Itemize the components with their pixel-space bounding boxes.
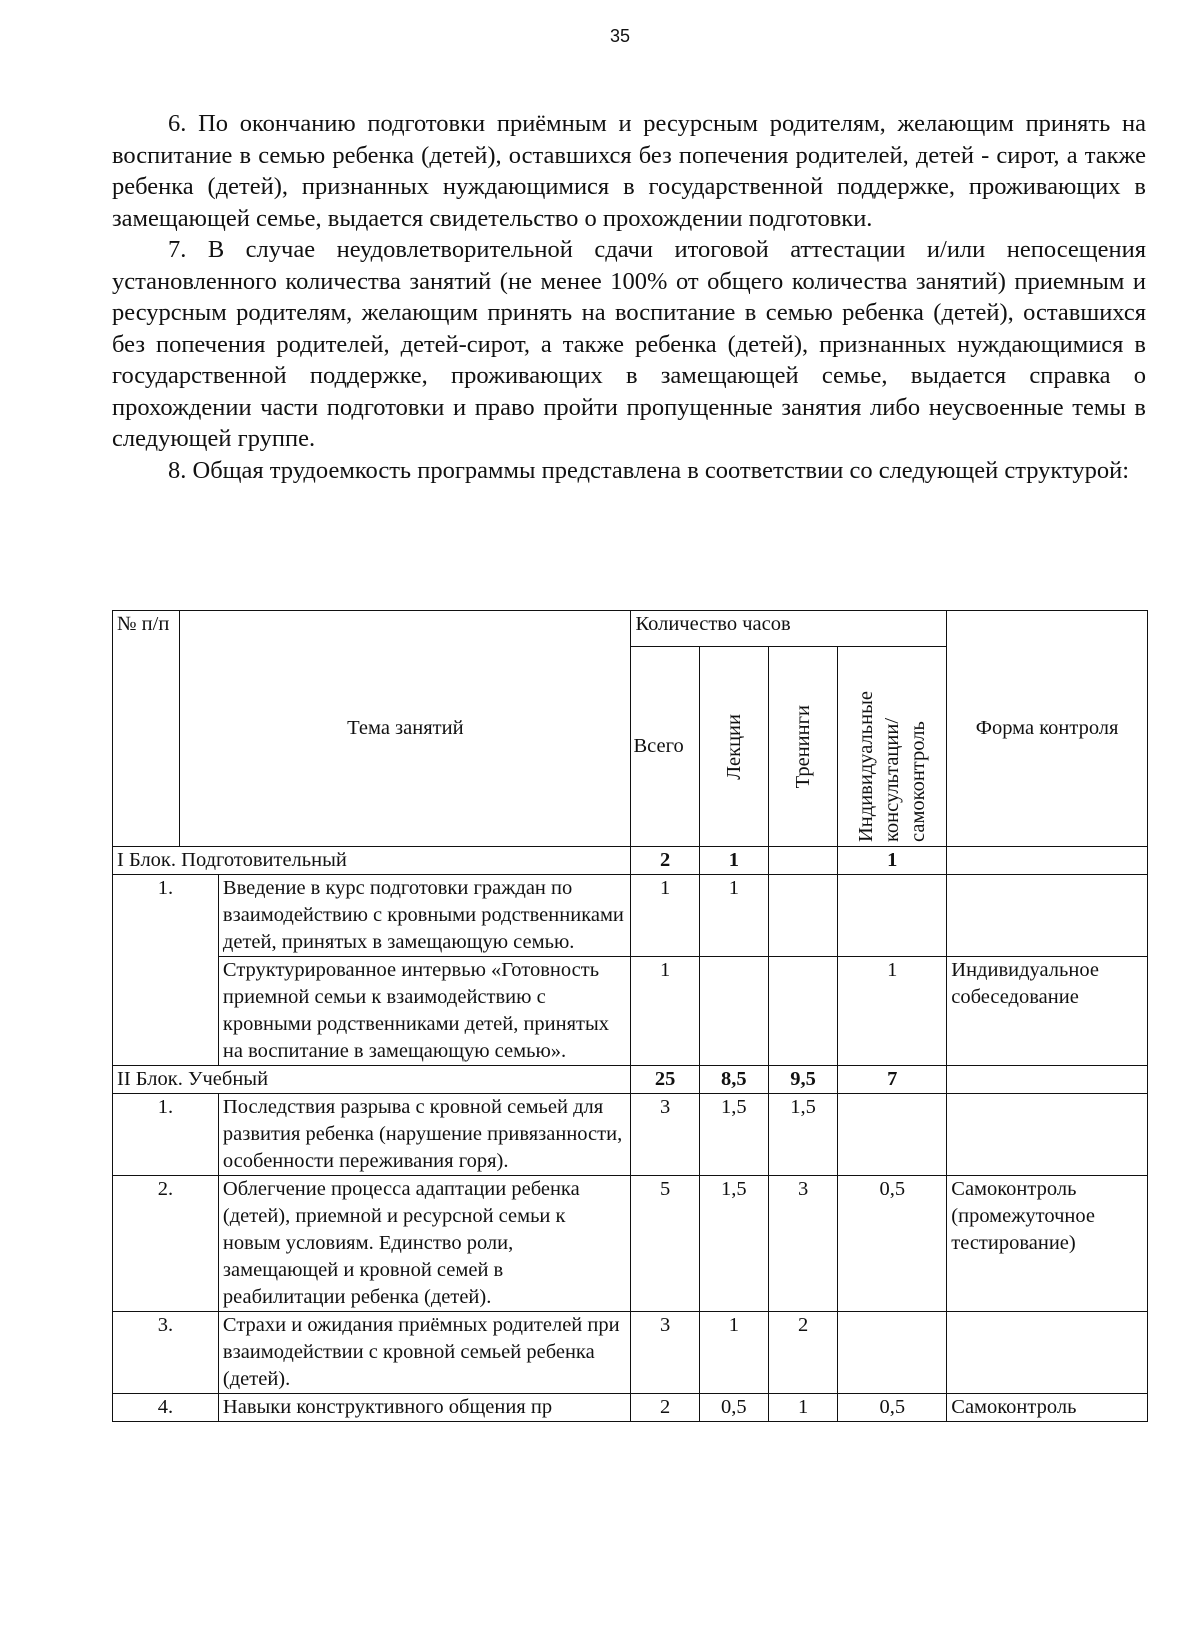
row-num: 1. — [113, 1094, 219, 1176]
paragraph-8: 8. Общая трудоемкость программы представлена в соответствии со следующей структурой: — [168, 456, 1130, 484]
row-individual — [838, 1094, 947, 1176]
row-trainings: 1 — [768, 1394, 837, 1422]
paragraph-6: 6. По окончанию подготовки приёмным и ресурсным родителям, желающим принять на воспитание в семью ребенка (детей), оставшихся без попечения родителей, детей - сирот, а также ребенка (детей), признанных нуждающимися в государственной поддержке, проживающих в замещающей семье, выдается свидетельство о прохождении подготовки. — [112, 110, 1146, 232]
block-individual: 7 — [838, 1066, 947, 1094]
row-topic: Последствия разрыва с кровной семьей для развития ребенка (нарушение привязанности, особенности переживания горя). — [218, 1094, 631, 1176]
row-total: 1 — [631, 957, 699, 1066]
row-topic: Страхи и ожидания приёмных родителей при взаимодействии с кровной семьей ребенка (детей). — [218, 1312, 631, 1394]
row-individual — [838, 1312, 947, 1394]
row-total: 3 — [631, 1094, 699, 1176]
table-row — [113, 1176, 1148, 1312]
row-topic: Облегчение процесса адаптации ребенка (детей), приемной и ресурсной семьи к новым условиям. Единство роли, замещающей и кровной семей в реабилитации ребенка (детей). — [218, 1176, 631, 1312]
row-individual: 0,5 — [838, 1176, 947, 1312]
header-control: Форма контроля — [947, 611, 1148, 847]
row-control — [947, 1312, 1148, 1394]
row-num: 4. — [113, 1394, 219, 1422]
row-trainings: 3 — [768, 1176, 837, 1312]
row-individual: 0,5 — [838, 1394, 947, 1422]
block-total: 25 — [631, 1066, 699, 1094]
table-row — [113, 875, 1148, 957]
header-hours: Количество часов — [631, 611, 947, 647]
row-individual — [838, 875, 947, 957]
header-total: Всего — [631, 647, 699, 847]
header-individual: Индивидуальные консультации/ самоконтроль — [855, 690, 930, 842]
row-total: 5 — [631, 1176, 699, 1312]
block-control — [947, 1066, 1148, 1094]
row-control — [947, 875, 1148, 957]
row-lectures: 1 — [699, 875, 768, 957]
page-number: 35 — [609, 26, 631, 46]
header-num: № п/п — [113, 611, 180, 847]
block-title: I Блок. Подготовительный — [113, 847, 631, 875]
row-control — [947, 1094, 1148, 1176]
row-lectures: 1 — [699, 1312, 768, 1394]
paragraph-7: 7. В случае неудовлетворительной сдачи итоговой аттестации и/или непосещения установленного количества занятий (не менее 100% от общего количества занятий) приемным и ресурсным родителям, желающим принять на воспитание в семью ребенка (детей), оставшихся без попечения родителей, детей-сирот, а также ребенка (детей), признанных нуждающимися в государственной поддержке, проживающих в замещающей семье, выдается справка о прохождении части подготовки и право пройти пропущенные занятия либо неусвоенные темы в следующей группе. — [112, 236, 1146, 452]
block-lectures: 1 — [699, 847, 768, 875]
row-topic: Навыки конструктивного общения пр — [218, 1394, 631, 1422]
row-control: Самоконтроль — [947, 1394, 1148, 1422]
block-control — [947, 847, 1148, 875]
row-trainings — [768, 875, 837, 957]
program-structure-table — [112, 610, 1148, 1422]
block-total: 2 — [631, 847, 699, 875]
row-num: 1. — [113, 875, 219, 1066]
row-lectures: 1,5 — [699, 1176, 768, 1312]
block-individual: 1 — [838, 847, 947, 875]
row-trainings: 2 — [768, 1312, 837, 1394]
row-lectures — [699, 957, 768, 1066]
table-row — [113, 1394, 1148, 1422]
row-trainings: 1,5 — [768, 1094, 837, 1176]
table-row — [113, 957, 1148, 1066]
row-num: 2. — [113, 1176, 219, 1312]
block-lectures: 8,5 — [699, 1066, 768, 1094]
row-individual: 1 — [838, 957, 947, 1066]
row-topic: Введение в курс подготовки граждан по взаимодействию с кровными родственниками детей, принятых в замещающую семью. — [218, 875, 631, 957]
row-lectures: 1,5 — [699, 1094, 768, 1176]
row-lectures: 0,5 — [699, 1394, 768, 1422]
header-trainings: Тренинги — [792, 704, 815, 789]
block-title: II Блок. Учебный — [113, 1066, 631, 1094]
row-control: Самоконтроль (промежуточное тестирование) — [947, 1176, 1148, 1312]
row-topic: Структурированное интервью «Готовность приемной семьи к взаимодействию с кровными родственниками детей, принятых на воспитание в замещающую семью». — [218, 957, 631, 1066]
body-text — [112, 108, 1146, 486]
block-row-2 — [113, 1066, 1148, 1094]
header-topic: Тема занятий — [180, 611, 631, 847]
row-control: Индивидуальное собеседование — [947, 957, 1148, 1066]
block-row-1 — [113, 847, 1148, 875]
header-lectures: Лекции — [722, 713, 745, 780]
row-total: 2 — [631, 1394, 699, 1422]
row-trainings — [768, 957, 837, 1066]
table-row — [113, 1312, 1148, 1394]
block-trainings — [768, 847, 837, 875]
row-total: 1 — [631, 875, 699, 957]
table-row — [113, 1094, 1148, 1176]
block-trainings: 9,5 — [768, 1066, 837, 1094]
row-num: 3. — [113, 1312, 219, 1394]
row-total: 3 — [631, 1312, 699, 1394]
